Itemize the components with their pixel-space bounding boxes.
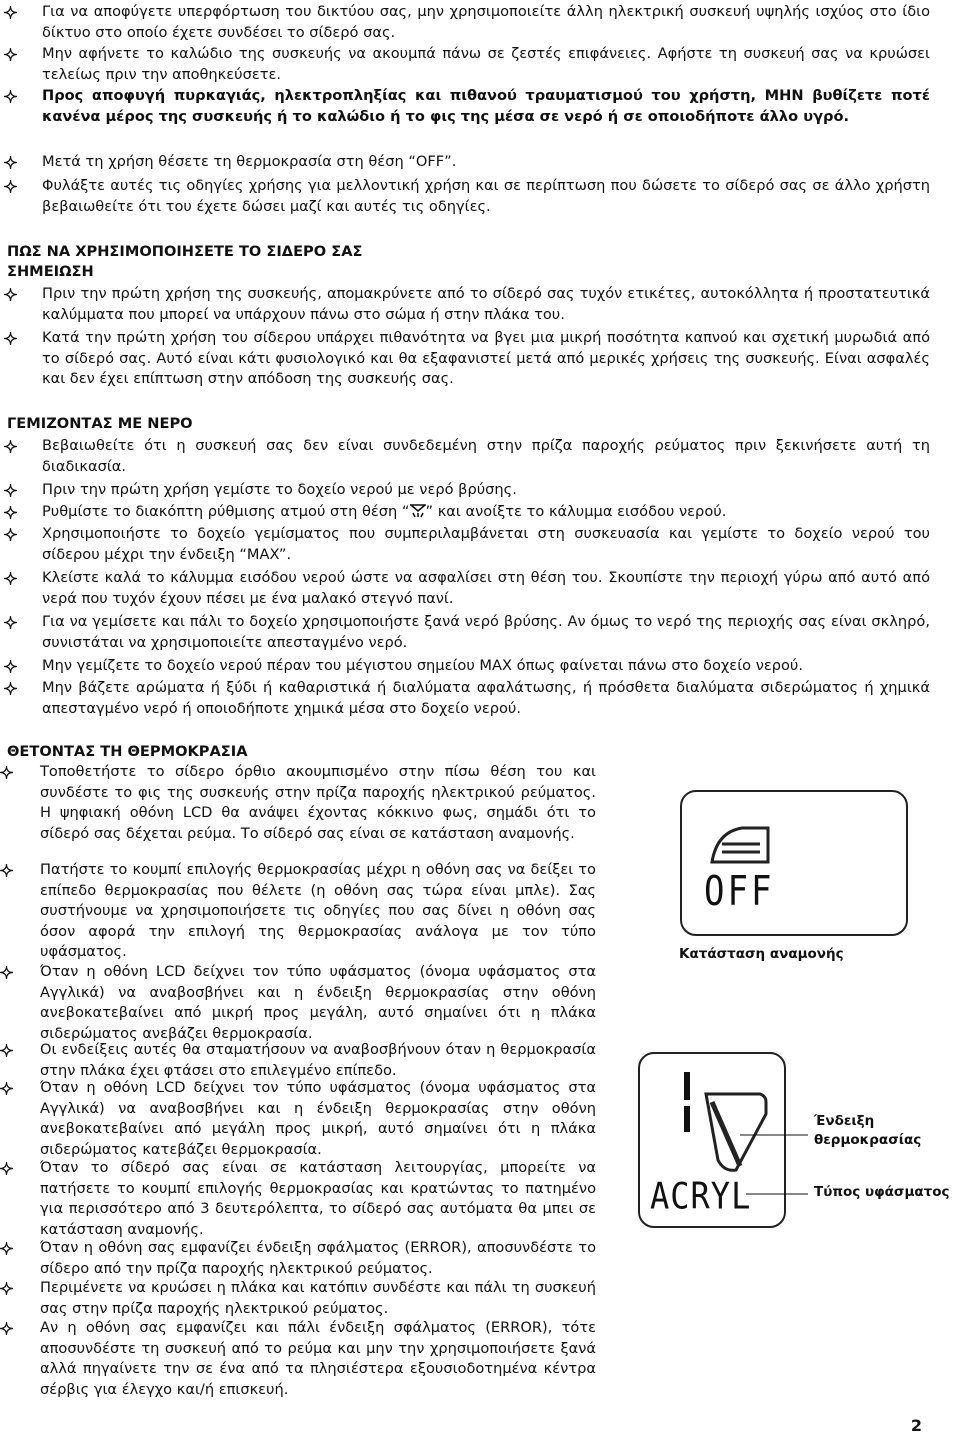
diamond-bullet-icon — [0, 480, 42, 501]
list-item-text: Αν η οθόνη σας εμφανίζει και πάλι ένδειξη σφάλματος (ERROR), τότε αποσυνδέστε τη συσκευή από το ρεύμα και μην την χρησιμοποιήσετε ξανά αλλά πηγαίνετε την σε ένα από τα πλησιέστερα εξουσιοδοτημένα κέντρα σέρβις για έλεγχο και/ή επισκευή. — [40, 1319, 596, 1398]
list-item-text: Όταν η οθόνη LCD δείχνει τον τύπο υφάσματος (όνομα υφάσματος στα Αγγλικά) να αναβοσβήνει και η ένδειξη θερμοκρασίας στην οθόνη ανεβοκατεβαίνει από μικρή προς μεγάλη, αυτό σημαίνει ότι η πλάκα σιδερώματος ανεβάζει θερμοκρασία. — [40, 963, 596, 1042]
list-item-text: Μην βάζετε αρώματα ή ξύδι ή καθαριστικά ή διαλύματα αφαλάτωσης, ή πρόσθετα διαλύματα σιδερώματος ή χημικά απεσταγμένο νερό ή οποιοδήποτε χημικά μέσα στο δοχείο νερού. — [42, 679, 930, 717]
list-item-text: Μην αφήνετε το καλώδιο της συσκευής να ακουμπά πάνω σε ζεστές επιφάνειες. Αφήστε τη συσκευή σας να κρυώσει τελείως πριν την αποθηκεύσετε. — [42, 45, 930, 83]
list-item — [0, 962, 596, 1044]
temperature-caption: Ένδειξη θερμοκρασίας — [814, 1113, 922, 1148]
diamond-bullet-icon — [0, 86, 42, 127]
list-item — [0, 656, 930, 677]
diamond-bullet-icon — [0, 656, 42, 677]
steam-text-before: Ρυθμίστε το διακόπτη ρύθμισης ατμού στη θέση “ — [42, 503, 410, 520]
list-item — [0, 860, 596, 963]
lcd-standby-display — [680, 790, 908, 936]
diamond-bullet-icon — [0, 1278, 40, 1319]
diamond-bullet-icon — [0, 1158, 40, 1240]
list-item-warning — [0, 86, 930, 127]
list-item-text: Προς αποφυγή πυρκαγιάς, ηλεκτροπληξίας και πιθανού τραυματισμού του χρήστη, ΜΗΝ βυθίζετε ποτέ κανένα μέρος της συσκευής ή το καλώδιο ή το φις της μέσα σε νερό ή σε οποιοδήποτε άλλο υγρό. — [42, 87, 930, 125]
diamond-bullet-icon — [0, 2, 42, 43]
lcd-standby-text: OFF — [704, 868, 775, 916]
lcd-fabric-text: ACRYL — [650, 1174, 752, 1218]
diamond-bullet-icon — [0, 44, 42, 85]
diamond-bullet-icon — [0, 1238, 40, 1279]
list-item-text: Όταν η οθόνη LCD δείχνει τον τύπο υφάσματος (όνομα υφάσματος στα Αγγλικά) να αναβοσβήνει και η ένδειξη θερμοκρασίας στην οθόνη ανεβοκατεβαίνει από μεγάλη προς μικρή, αυτό σημαίνει ότι η πλάκα σιδερώματος κατεβάζει θερμοκρασία. — [40, 1079, 596, 1158]
temperature-level-icon — [684, 1072, 690, 1132]
list-item-text: Για να γεμίσετε και πάλι το δοχείο χρησιμοποιήστε ξανά νερό βρύσης. Αν όμως το νερό της περιοχής σας είναι σκληρό, συνιστάται να χρησιμοποιείτε απεσταγμένο νερό. — [42, 613, 930, 651]
diamond-bullet-icon — [0, 328, 42, 390]
diamond-bullet-icon — [0, 176, 42, 217]
list-item — [0, 176, 930, 217]
list-item — [0, 152, 930, 173]
list-item — [0, 502, 930, 525]
diamond-bullet-icon — [0, 568, 42, 609]
section-heading: ΓΕΜΙΖΟΝΤΑΣ ΜΕ ΝΕΡΟ — [7, 415, 193, 432]
list-item-text: Φυλάξτε αυτές τις οδηγίες χρήσης για μελλοντική χρήση και σε περίπτωση που δώσετε το σίδερό σας σε άλλο χρήστη βεβαιωθείτε ότι του έχετε δώσει μαζί και αυτές τις οδηγίες. — [42, 177, 930, 215]
diamond-bullet-icon — [0, 678, 42, 719]
list-item-text: Χρησιμοποιήστε το δοχείο γεμίσματος που συμπεριλαμβάνεται στη συσκευασία και γεμίστε το δοχείο νερού του σίδερου μέχρι την ένδειξη “MAX”. — [42, 525, 930, 563]
diamond-bullet-icon — [0, 612, 42, 653]
list-item-text: Πατήστε το κουμπί επιλογής θερμοκρασίας μέχρι η οθόνη σας να δείξει το επίπεδο θερμοκρασίας που θέλετε (η οθόνη σας τώρα είναι μπλε). Σας συστήνουμε να χρησιμοποιήσετε τις οδηγίες που σας δίνει η οθόνη σας όσον αφορά την επιλογή της θερμοκρασίας ανάλογα με τον τύπο υφάσματος. — [40, 861, 596, 960]
list-item-text: Κατά την πρώτη χρήση του σίδερου υπάρχει πιθανότητα να βγει μια μικρή ποσότητα καπνού και σχετική μυρωδιά από το σίδερό σας. Αυτό είναι κάτι φυσιολογικό και θα εξαφανιστεί μετά από μερικές χρήσεις της συσκευής. Είναι ασφαλές και δεν έχει επίπτωση στην απόδοση της συσκευής σας. — [42, 329, 930, 387]
list-item-text: Πριν την πρώτη χρήση της συσκευής, απομακρύνετε από το σίδερό σας τυχόν ετικέτες, αυτοκόλλητα ή προστατευτικά καλύμματα που μπορεί να υπάρχουν πάνω στο σώμα ή στην πλάκα του. — [42, 285, 930, 323]
list-item — [0, 328, 930, 390]
diamond-bullet-icon — [0, 502, 42, 525]
list-item — [0, 1040, 596, 1081]
diamond-bullet-icon — [0, 1318, 40, 1400]
list-item — [0, 1238, 596, 1279]
list-item-text: Οι ενδείξεις αυτές θα σταματήσουν να αναβοσβήνουν όταν η θερμοκρασία στην πλάκα έχει φτάσει στο επιλεγμένο επίπεδο. — [40, 1041, 596, 1079]
list-item — [0, 436, 930, 477]
section-heading: ΠΩΣ ΝΑ ΧΡΗΣΙΜΟΠΟΙΗΣΕΤΕ ΤΟ ΣΙΔΕΡΟ ΣΑΣ — [7, 243, 363, 260]
section-subheading: ΣΗΜΕΙΩΣΗ — [7, 263, 94, 280]
standby-caption: Κατάσταση αναμονής — [679, 946, 844, 962]
diamond-bullet-icon — [0, 436, 42, 477]
list-item — [0, 762, 596, 844]
diamond-bullet-icon — [0, 860, 40, 963]
diamond-bullet-icon — [0, 524, 42, 565]
list-item-text: Τοποθετήστε το σίδερο όρθιο ακουμπισμένο στην πίσω θέση του και συνδέστε το φις της συσκευής στην πρίζα παροχής ηλεκτρικού ρεύματος. Η ψηφιακή οθόνη LCD θα ανάψει έχοντας κόκκινο φως, σημάδι ότι το σίδερό σας δέχεται ρεύμα. Το σίδερό σας είναι σε κατάσταση αναμονής. — [40, 763, 596, 842]
list-item — [0, 612, 930, 653]
diamond-bullet-icon — [0, 1078, 40, 1160]
list-item-text: Περιμένετε να κρυώσει η πλάκα και κατόπιν συνδέστε και πάλι τη συσκευή σας στην πρίζα παροχής ηλεκτρικού ρεύματος. — [40, 1279, 596, 1317]
list-item — [0, 568, 930, 609]
list-item — [0, 480, 930, 501]
diamond-bullet-icon — [0, 762, 40, 844]
diamond-bullet-icon — [0, 1040, 40, 1081]
list-item — [0, 524, 930, 565]
list-item-text: Μετά τη χρήση θέσετε τη θερμοκρασία στη θέση “OFF”. — [42, 153, 457, 170]
diamond-bullet-icon — [0, 962, 40, 1044]
fabric-caption: Τύπος υφάσματος — [814, 1184, 950, 1200]
list-item — [0, 2, 930, 43]
list-item-text: Μην γεμίζετε το δοχείο νερού πέραν του μέγιστου σημείου MAX όπως φαίνεται πάνω στο δοχείο νερού. — [42, 657, 804, 674]
list-item — [0, 284, 930, 325]
list-item-text: Βεβαιωθείτε ότι η συσκευή σας δεν είναι συνδεδεμένη στην πρίζα παροχής ρεύματος πριν ξεκινήσετε αυτή τη διαδικασία. — [42, 437, 930, 475]
steam-setting-icon — [410, 504, 426, 525]
list-item-text: Πριν την πρώτη χρήση γεμίστε το δοχείο νερού με νερό βρύσης. — [42, 481, 517, 498]
list-item-text: Για να αποφύγετε υπερφόρτωση του δικτύου σας, μην χρησιμοποιείτε άλλη ηλεκτρική συσκευή υψηλής ισχύος στο ίδιο δίκτυο στο οποίο έχετε συνδέσει το σίδερό σας. — [42, 3, 930, 41]
diamond-bullet-icon — [0, 152, 42, 173]
list-item — [0, 1158, 596, 1240]
list-item — [0, 678, 930, 719]
list-item — [0, 1078, 596, 1160]
list-item-text: Όταν η οθόνη σας εμφανίζει ένδειξη σφάλματος (ERROR), αποσυνδέστε το σίδερο από την πρίζα παροχής ηλεκτρικού ρεύματος. — [40, 1239, 596, 1277]
list-item-text: Όταν το σίδερό σας είναι σε κατάσταση λειτουργίας, μπορείτε να πατήσετε το κουμπί επιλογής θερμοκρασίας και κρατώντας το πατημένο για περισσότερο από 3 δευτερόλεπτα, το σίδερό σας αυτόματα θα μπει σε κατάσταση αναμονής. — [40, 1159, 596, 1238]
page-number: 2 — [910, 1416, 922, 1435]
section-heading: ΘΕΤΟΝΤΑΣ ΤΗ ΘΕΡΜΟΚΡΑΣΙΑ — [7, 743, 248, 760]
list-item — [0, 1278, 596, 1319]
diamond-bullet-icon — [0, 284, 42, 325]
steam-text-after: ” και ανοίξτε το κάλυμμα εισόδου νερού. — [425, 503, 727, 520]
list-item-text — [42, 502, 726, 525]
list-item — [0, 1318, 596, 1400]
list-item-text: Κλείστε καλά το κάλυμμα εισόδου νερού ώστε να ασφαλίσει στη θέση του. Σκουπίστε την περιοχή γύρω από αυτό από νερά που τυχόν έχουν πέσει με ένα μαλακό στεγνό πανί. — [42, 569, 930, 607]
list-item — [0, 44, 930, 85]
